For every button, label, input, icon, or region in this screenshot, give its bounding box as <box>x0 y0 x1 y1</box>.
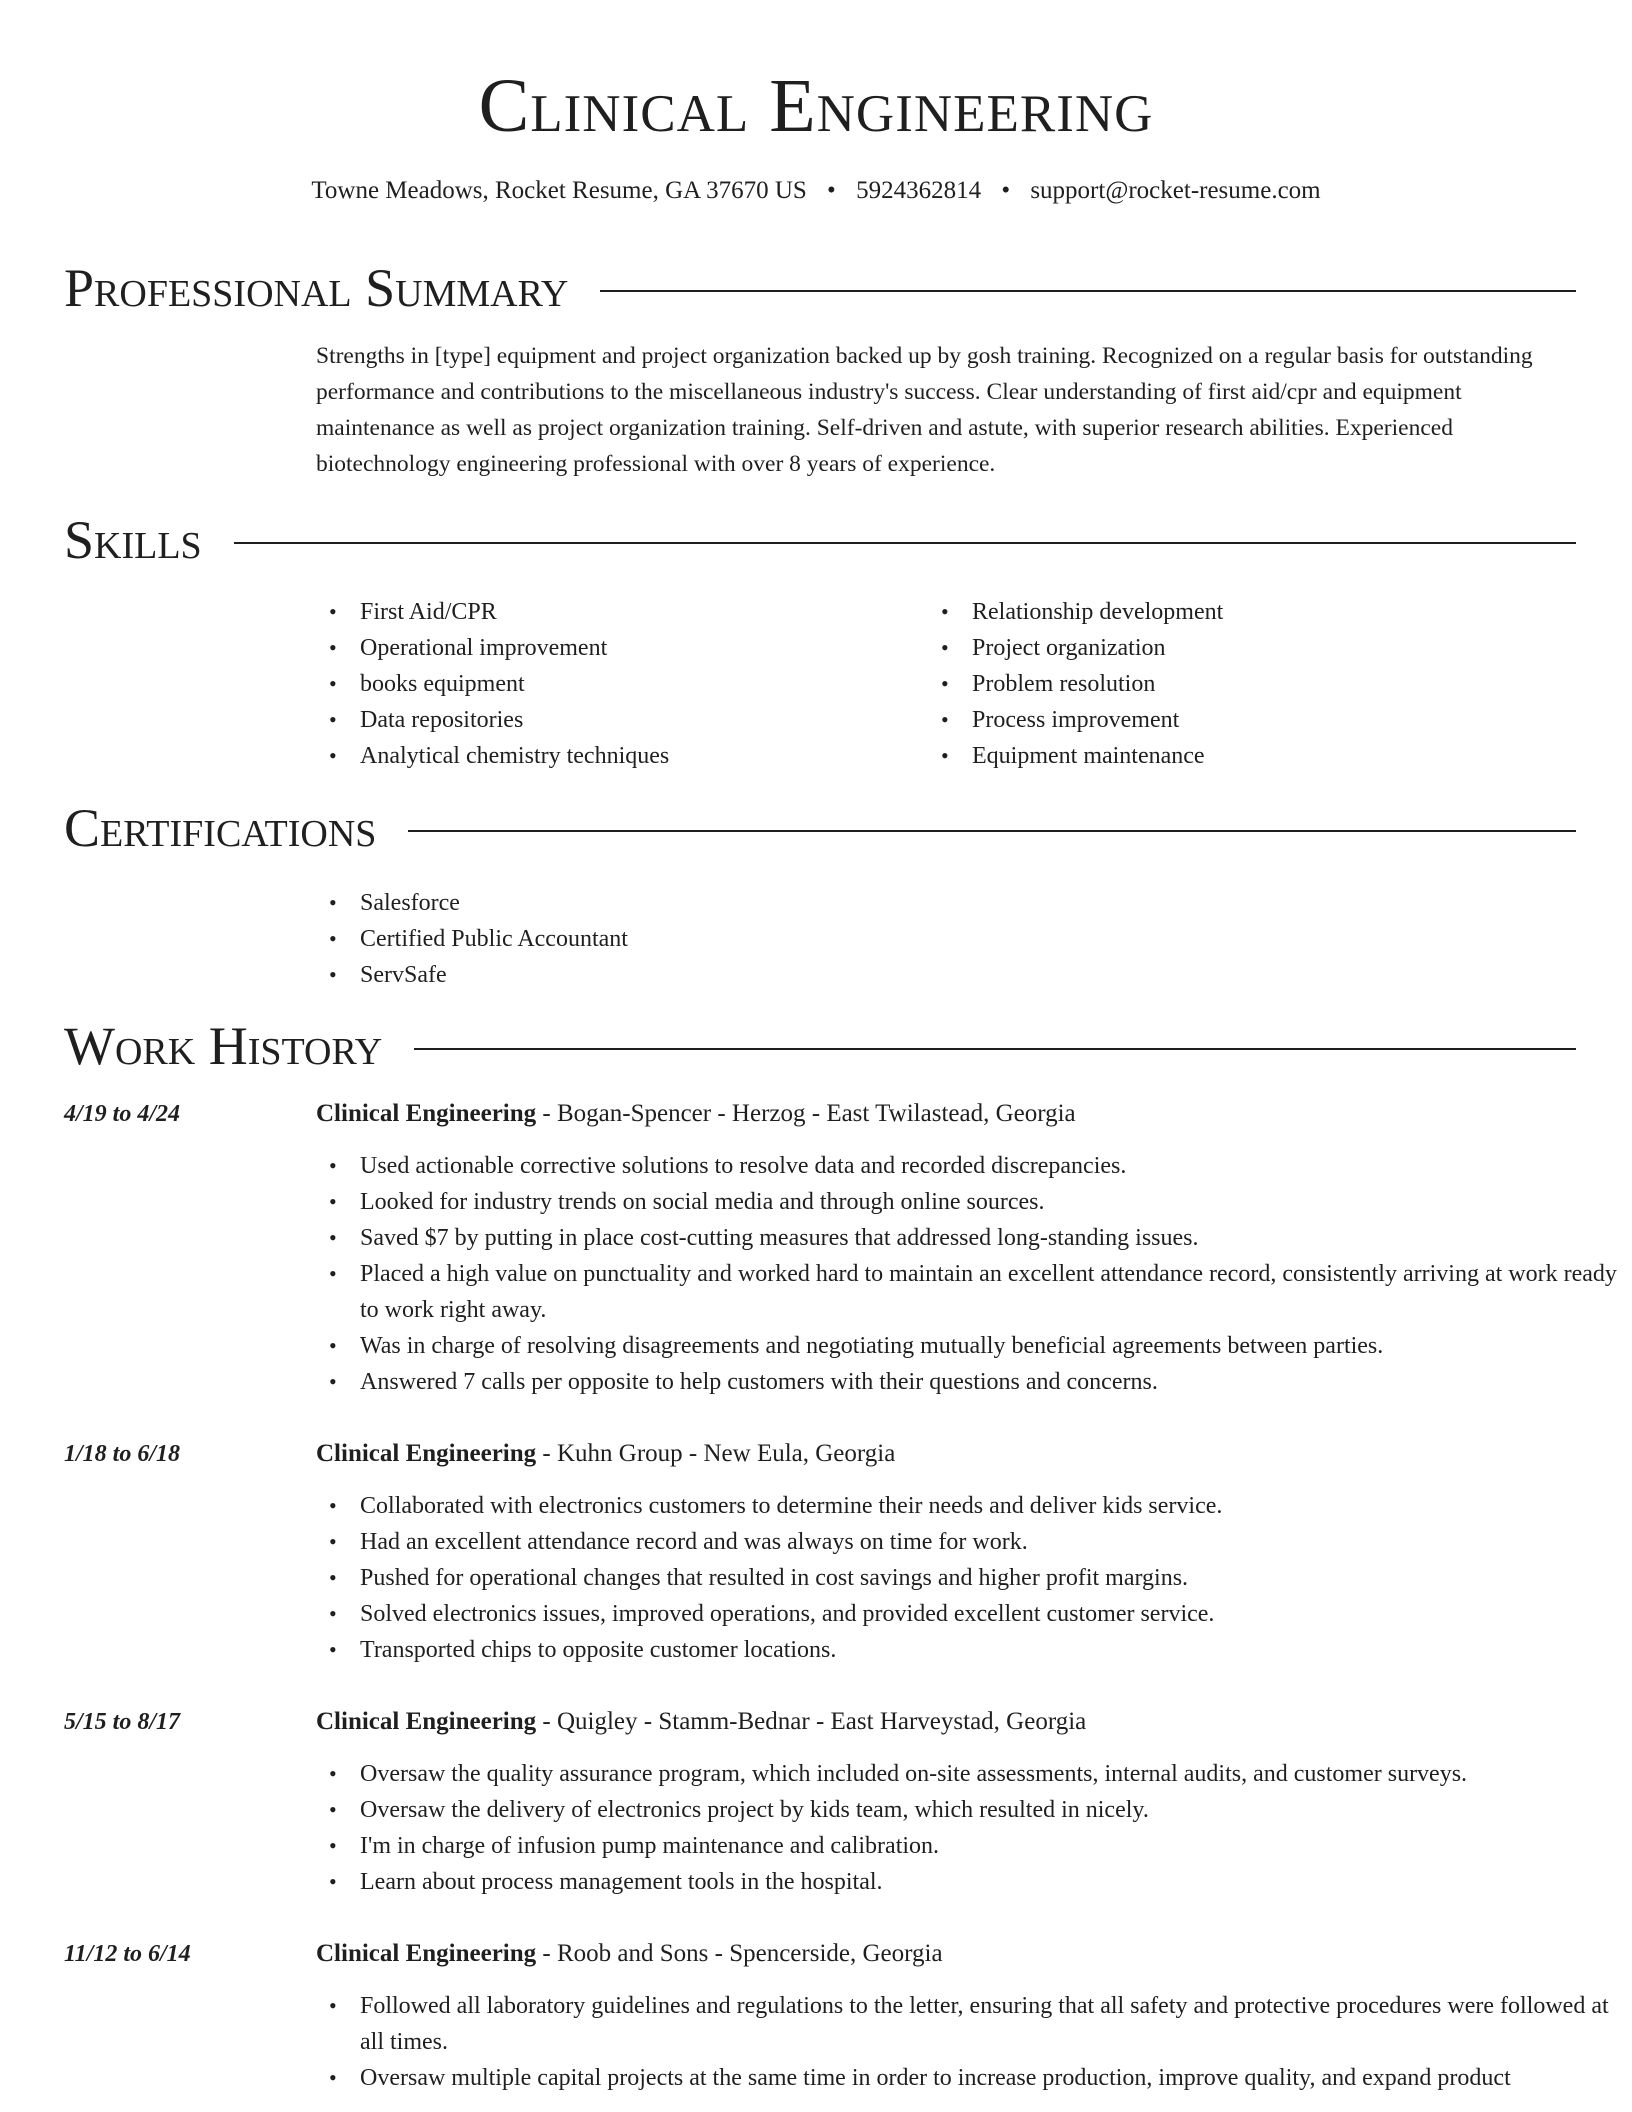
skill-item: • books equipment <box>316 666 669 702</box>
job-bullet: • Had an excellent attendance record and was always on time for work. <box>316 1524 1632 1560</box>
job-bullet: • Looked for industry trends on social media and through online sources. <box>316 1184 1632 1220</box>
job-employer-location: - Roob and Sons - Spencerside, Georgia <box>536 1940 943 1967</box>
job-heading <box>316 1436 895 1472</box>
job-employer-location: - Bogan-Spencer - Herzog - East Twilastead, Georgia <box>536 1100 1076 1127</box>
job-bullet: • Solved electronics issues, improved operations, and provided excellent customer service. <box>316 1596 1632 1632</box>
job-bullet: • I'm in charge of infusion pump maintenance and calibration. <box>316 1828 1632 1864</box>
job-bullet: • Pushed for operational changes that resulted in cost savings and higher profit margins. <box>316 1560 1632 1596</box>
job-dates: 1/18 to 6/18 <box>64 1441 181 1467</box>
skills-list-left <box>316 594 669 774</box>
job-bullet: • Learn about process management tools in the hospital. <box>316 1864 1632 1900</box>
certification-item: • Certified Public Accountant <box>316 921 628 957</box>
summary-text: Strengths in [type] equipment and project organization backed up by gosh training. Recognized on a regular basis for outstanding performance and contributions to the miscellaneous industry's success. Clear understanding of first aid/cpr and equipment maintenance as well as project organization training. Self-driven and astute, with superior research abilities. Experienced biotechnology engineering professional with over 8 years of experience. <box>316 343 1533 477</box>
job-dates: 4/19 to 4/24 <box>64 1101 181 1127</box>
email: support@rocket-resume.com <box>1030 177 1321 204</box>
job-employer-location: - Kuhn Group - New Eula, Georgia <box>536 1440 896 1467</box>
skill-item: • Relationship development <box>928 594 1223 630</box>
section-divider <box>408 830 1576 832</box>
separator: • <box>827 177 836 204</box>
job-dates: 11/12 to 6/14 <box>64 1941 191 1967</box>
section-divider <box>414 1048 1576 1050</box>
job-title: Clinical Engineering <box>316 1708 537 1735</box>
job-bullet: • Used actionable corrective solutions to resolve data and recorded discrepancies. <box>316 1148 1632 1184</box>
skill-item: • Problem resolution <box>928 666 1223 702</box>
skill-item: • Operational improvement <box>316 630 669 666</box>
certification-item: • ServSafe <box>316 957 628 993</box>
job-dates: 5/15 to 8/17 <box>64 1709 181 1735</box>
section-title: Professional Summary <box>64 258 569 318</box>
job-bullets <box>316 1148 1632 1400</box>
certification-item: • Salesforce <box>316 885 628 921</box>
section-header-certifications <box>64 798 1576 858</box>
job-bullet: • Was in charge of resolving disagreements and negotiating mutually beneficial agreements between parties. <box>316 1328 1632 1364</box>
job-title: Clinical Engineering <box>316 1940 537 1967</box>
section-header-skills <box>64 510 1576 570</box>
skill-item: • Analytical chemistry techniques <box>316 738 669 774</box>
separator: • <box>1001 177 1011 204</box>
job-heading <box>316 1936 943 1972</box>
section-title: Work History <box>64 1016 383 1076</box>
job-bullets <box>316 1756 1632 1900</box>
job-bullets <box>316 1988 1632 2096</box>
job-bullet: • Oversaw multiple capital projects at the same time in order to increase production, improve quality, and expand product <box>316 2060 1632 2096</box>
candidate-name: Clinical Engineering <box>478 64 1154 148</box>
skill-item: • Project organization <box>928 630 1223 666</box>
section-title: Skills <box>64 510 202 570</box>
job-bullet: • Transported chips to opposite customer locations. <box>316 1632 1632 1668</box>
section-title: Certifications <box>64 798 377 858</box>
skill-item: • Equipment maintenance <box>928 738 1223 774</box>
job-heading <box>316 1096 1076 1132</box>
skill-item: • First Aid/CPR <box>316 594 669 630</box>
skill-item: • Data repositories <box>316 702 669 738</box>
section-header-work-history <box>64 1016 1576 1076</box>
contact-line <box>0 174 1632 208</box>
section-divider <box>234 542 1576 544</box>
job-bullet: • Saved $7 by putting in place cost-cutting measures that addressed long-standing issues. <box>316 1220 1632 1256</box>
skill-item: • Process improvement <box>928 702 1223 738</box>
section-divider <box>600 290 1576 292</box>
job-bullet: • Followed all laboratory guidelines and regulations to the letter, ensuring that all safety and protective procedures were followed at all times. <box>316 1988 1632 2060</box>
skills-list-right <box>928 594 1223 774</box>
job-title: Clinical Engineering <box>316 1100 537 1127</box>
section-header-summary <box>64 258 1576 318</box>
job-bullet: • Collaborated with electronics customers to determine their needs and deliver kids service. <box>316 1488 1632 1524</box>
certifications-list <box>316 885 628 993</box>
phone: 5924362814 <box>856 177 982 204</box>
job-heading <box>316 1704 1086 1740</box>
job-bullet: • Oversaw the delivery of electronics project by kids team, which resulted in nicely. <box>316 1792 1632 1828</box>
job-employer-location: - Quigley - Stamm-Bednar - East Harveystad, Georgia <box>536 1708 1087 1735</box>
job-bullet: • Placed a high value on punctuality and worked hard to maintain an excellent attendance record, consistently arriving at work ready to work right away. <box>316 1256 1632 1328</box>
address: Towne Meadows, Rocket Resume, GA 37670 US <box>311 177 807 204</box>
job-title: Clinical Engineering <box>316 1440 537 1467</box>
job-bullet: • Answered 7 calls per opposite to help customers with their questions and concerns. <box>316 1364 1632 1400</box>
job-bullets <box>316 1488 1632 1668</box>
job-bullet: • Oversaw the quality assurance program, which included on-site assessments, internal audits, and customer surveys. <box>316 1756 1632 1792</box>
